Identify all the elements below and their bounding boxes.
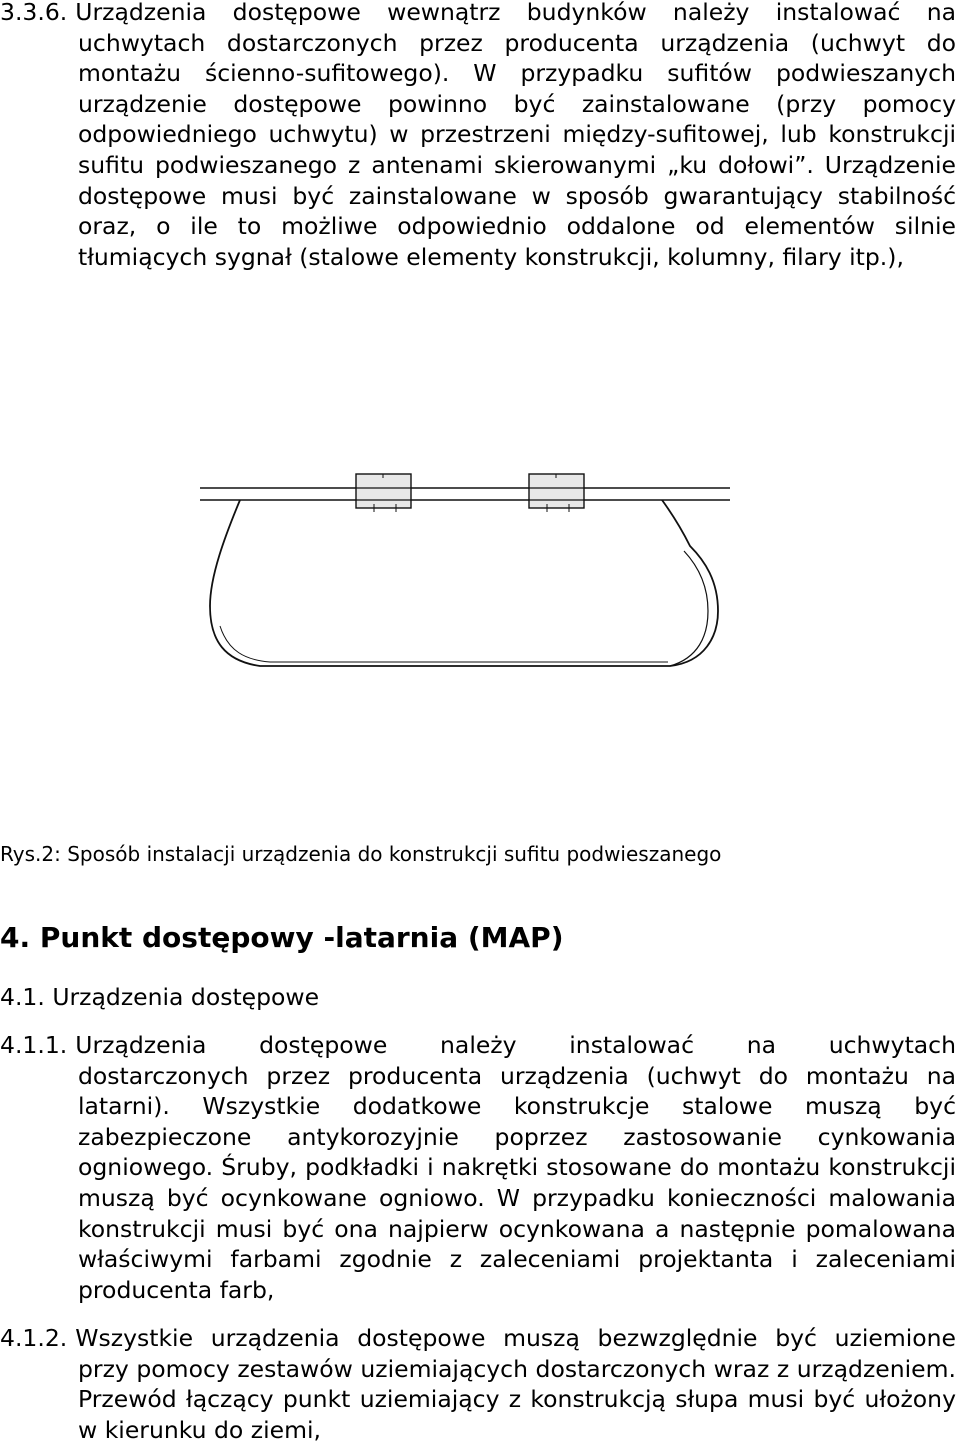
mount-clip-right [529, 474, 584, 512]
figure-caption: Rys.2: Sposób instalacji urządzenia do konstrukcji sufitu podwieszanego [0, 842, 722, 866]
section-4-1-2 [0, 1323, 956, 1445]
device-body-inner [670, 551, 708, 666]
section-first-line: Urządzenia dostępowe wewnątrz budynków należy instalować na [75, 0, 956, 26]
device-body-outer [210, 500, 718, 666]
device-body-edge [220, 626, 668, 662]
section-number: 4.1.1. [0, 1031, 68, 1059]
section-body: dostarczonych przez producenta urządzenia (uchwyt do montażu na latarni). Wszystkie dodatkowe konstrukcje stalowe muszą być zabezpieczone antykorozyjnie poprzez zastosowanie cynkowania ogniowego. Śruby, podkładki i nakrętki stosowane do montażu konstrukcji muszą być ocynkowane ogniowo. W przypadku konieczności malowania konstrukcji musi być ona najpierw ocynkowana a następnie pomalowana właściwymi farbami zgodnie z zaleceniami projektanta i zaleceniami producenta farb, [78, 1061, 956, 1304]
section-heading-4-1: 4.1. Urządzenia dostępowe [0, 983, 320, 1011]
section-3-3-6 [0, 0, 956, 272]
section-first-line: Urządzenia dostępowe należy instalować na uchwytach [75, 1031, 956, 1059]
ceiling-mount-figure [200, 466, 730, 678]
section-body: przy pomocy zestawów uziemiających dostarczonych wraz z urządzeniem. Przewód łączący punkt uziemiający z konstrukcją słupa musi być ułożony w kierunku do ziemi, [78, 1354, 956, 1444]
mount-clip-left [356, 474, 411, 512]
section-body: uchwytach dostarczonych przez producenta urządzenia (uchwyt do montażu ścienno-sufitowego). W przypadku sufitów podwieszanych urządzenie dostępowe powinno być zainstalowane (przy pomocy odpowiedniego uchwytu) w przestrzeni między-sufitowej, lub konstrukcji sufitu podwieszanego z antenami skierowanymi „ku dołowi”. Urządzenie dostępowe musi być zainstalowane w sposób gwarantujący stabilność oraz, o ile to możliwe odpowiednio oddalone od elementów silnie tłumiących sygnał (stalowe elementy konstrukcji, kolumny, filary itp.), [78, 28, 956, 271]
section-first-line: Wszystkie urządzenia dostępowe muszą bezwzględnie być uziemione [75, 1324, 956, 1352]
section-number: 4.1.2. [0, 1324, 68, 1352]
section-4-1-1 [0, 1030, 956, 1305]
section-number: 3.3.6. [0, 0, 68, 26]
section-heading-4: 4. Punkt dostępowy -latarnia (MAP) [0, 921, 564, 954]
